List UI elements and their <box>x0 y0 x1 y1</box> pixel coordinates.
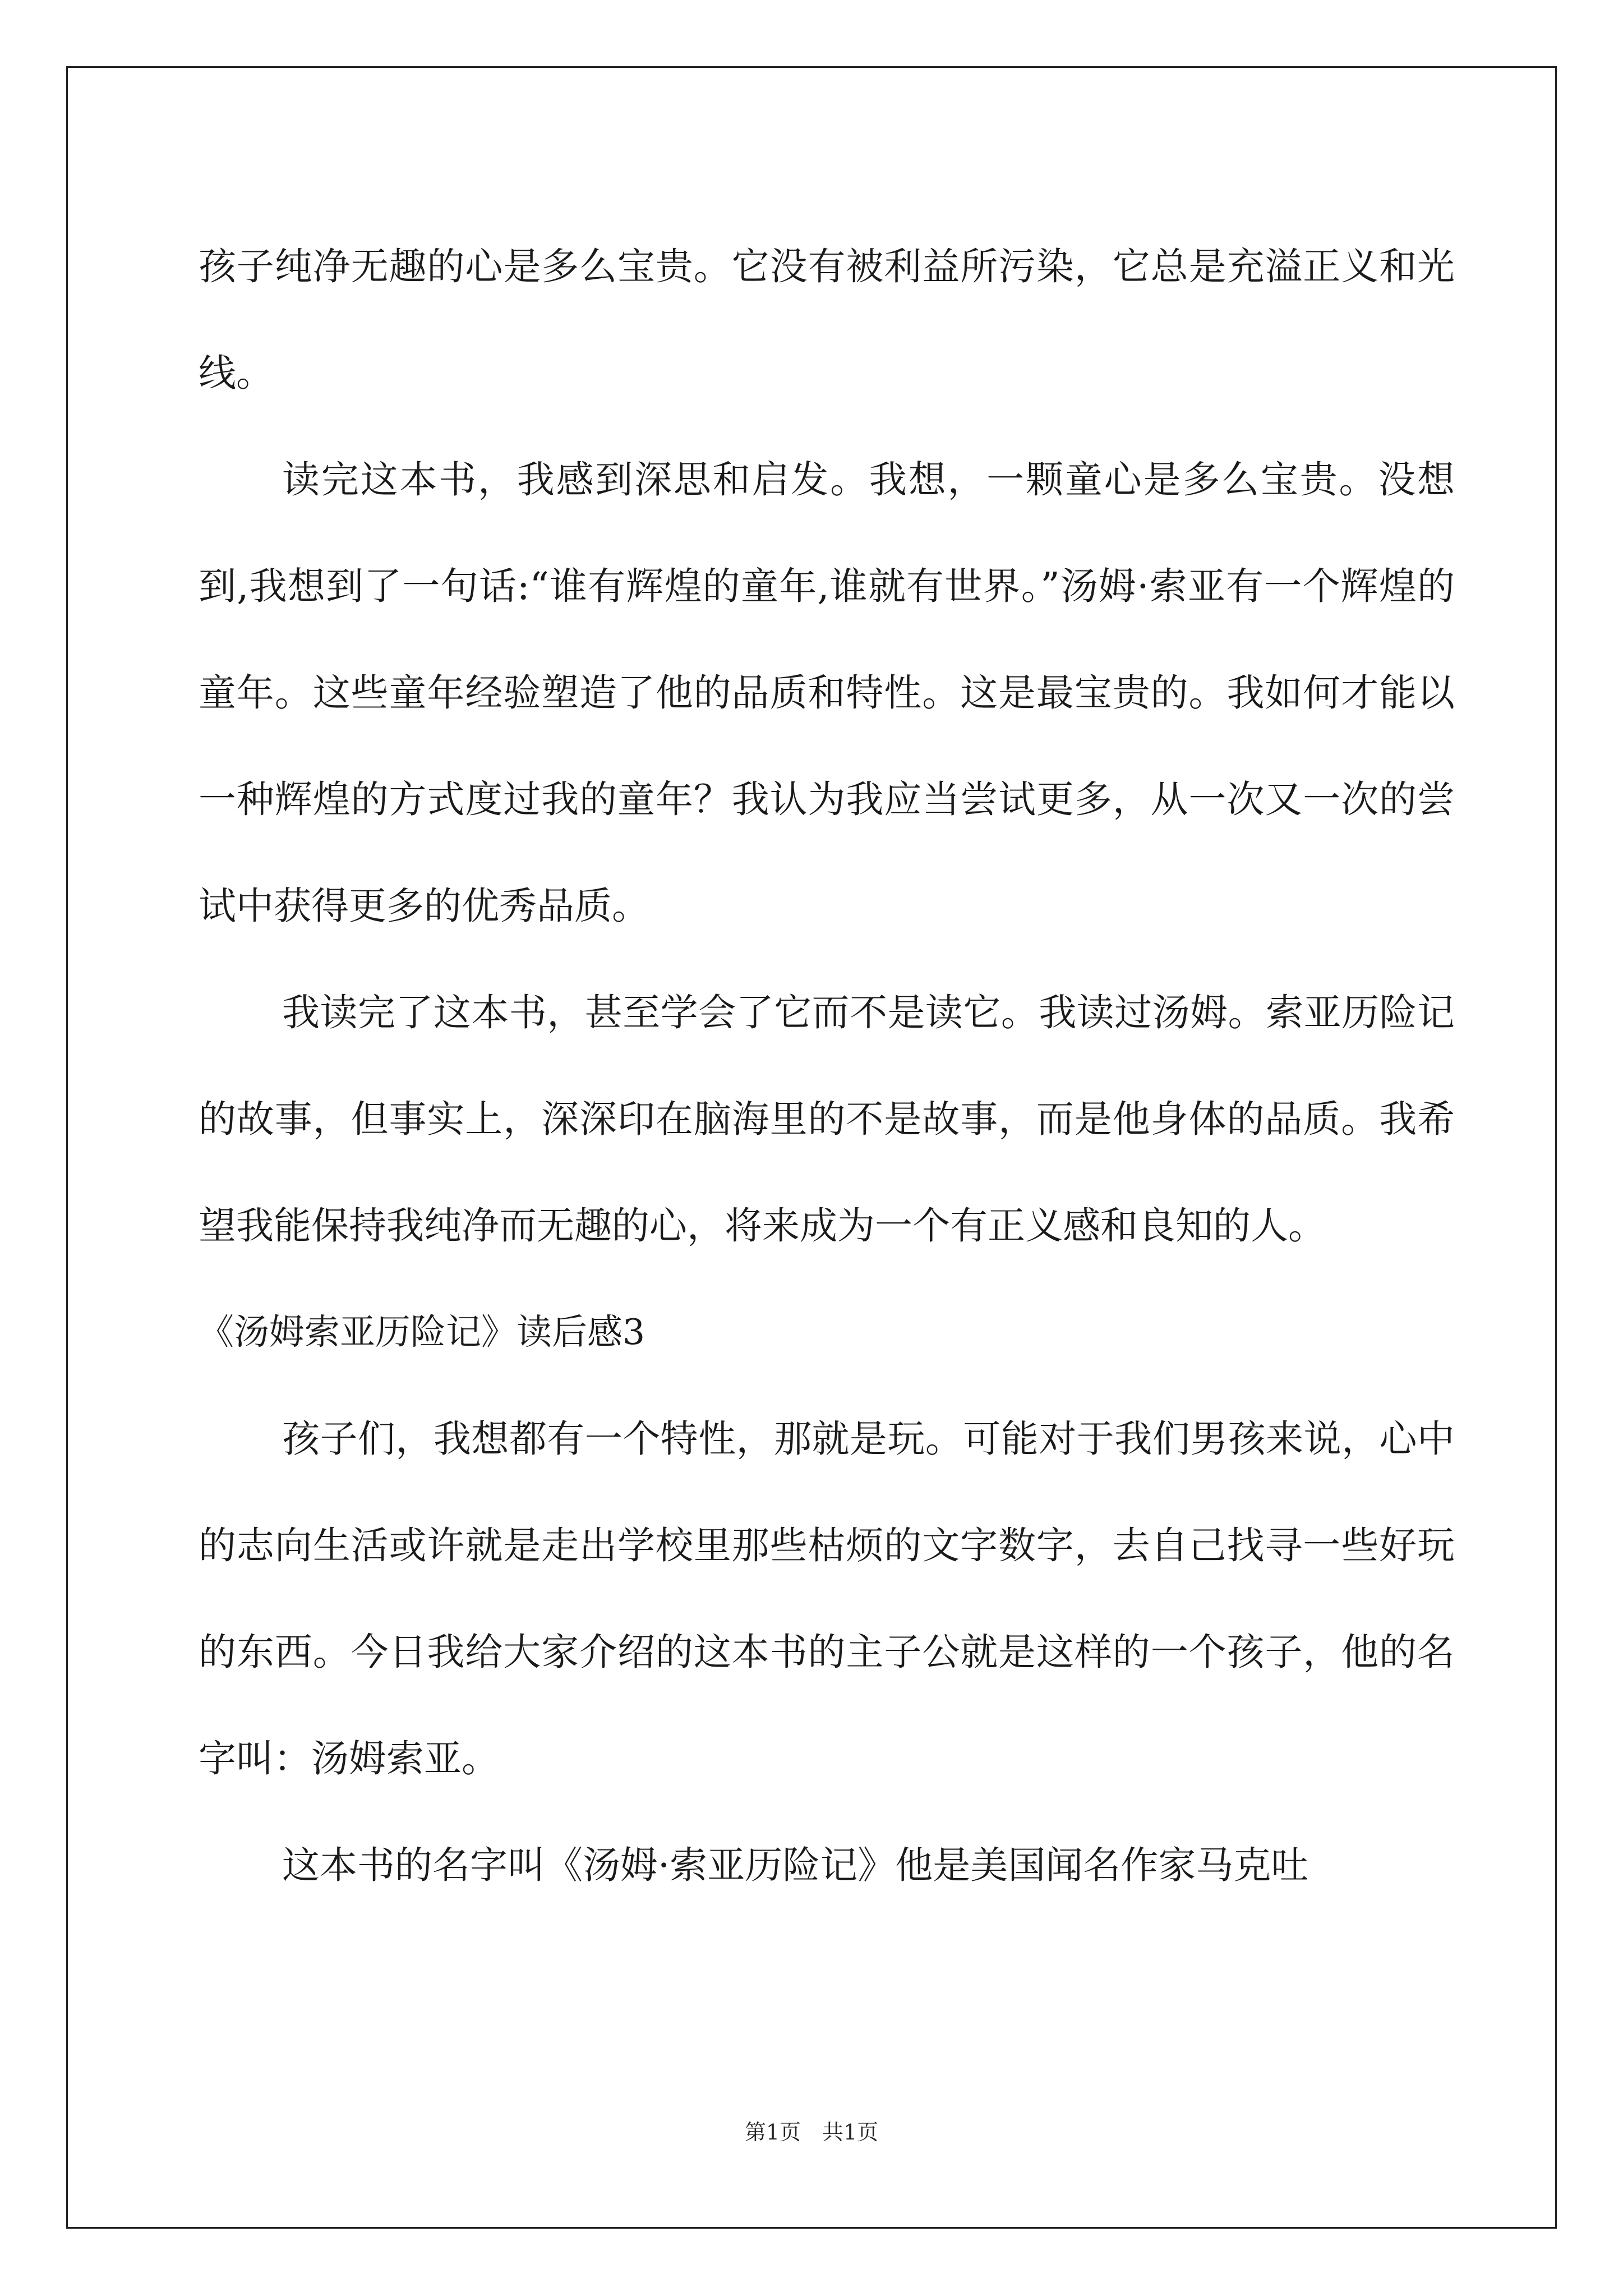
paragraph-3: 我读完了这本书，甚至学会了它而不是读它。我读过汤姆。索亚历险记的故事，但事实上，深深印在脑海里的不是故事，而是他身体的品质。我希望我能保持我纯净而无趣的心，将来成为一个有正义感和良知的人。 <box>199 991 1455 1248</box>
section-heading: 《汤姆索亚历险记》读后感3 <box>199 1312 645 1352</box>
paragraph-4: 孩子们，我想都有一个特性，那就是玩。可能对于我们男孩来说，心中的志向生活或许就是走出学校里那些枯烦的文字数字，去自己找寻一些好玩的东西。今日我给大家介绍的这本书的主子公就是这样的一个孩子，他的名字叫：汤姆索亚。 <box>199 1417 1455 1780</box>
paragraph-1: 孩子纯净无趣的心是多么宝贵。它没有被利益所污染，它总是充溢正义和光线。 <box>199 245 1455 395</box>
document-body <box>199 213 1455 1918</box>
page-number-footer: 第1页 共1页 <box>744 2120 879 2145</box>
paragraph-2: 读完这本书，我感到深思和启发。我想，一颗童心是多么宝贵。没想到,我想到了一句话:“谁有辉煌的童年,谁就有世界。”汤姆·索亚有一个辉煌的童年。这些童年经验塑造了他的品质和特性。这是最宝贵的。我如何才能以一种辉煌的方式度过我的童年？我认为我应当尝试更多，从一次又一次的尝试中获得更多的优秀品质。 <box>199 458 1455 928</box>
paragraph-5: 这本书的名字叫《汤姆·索亚历险记》他是美国闻名作家马克吐 <box>282 1843 1309 1887</box>
